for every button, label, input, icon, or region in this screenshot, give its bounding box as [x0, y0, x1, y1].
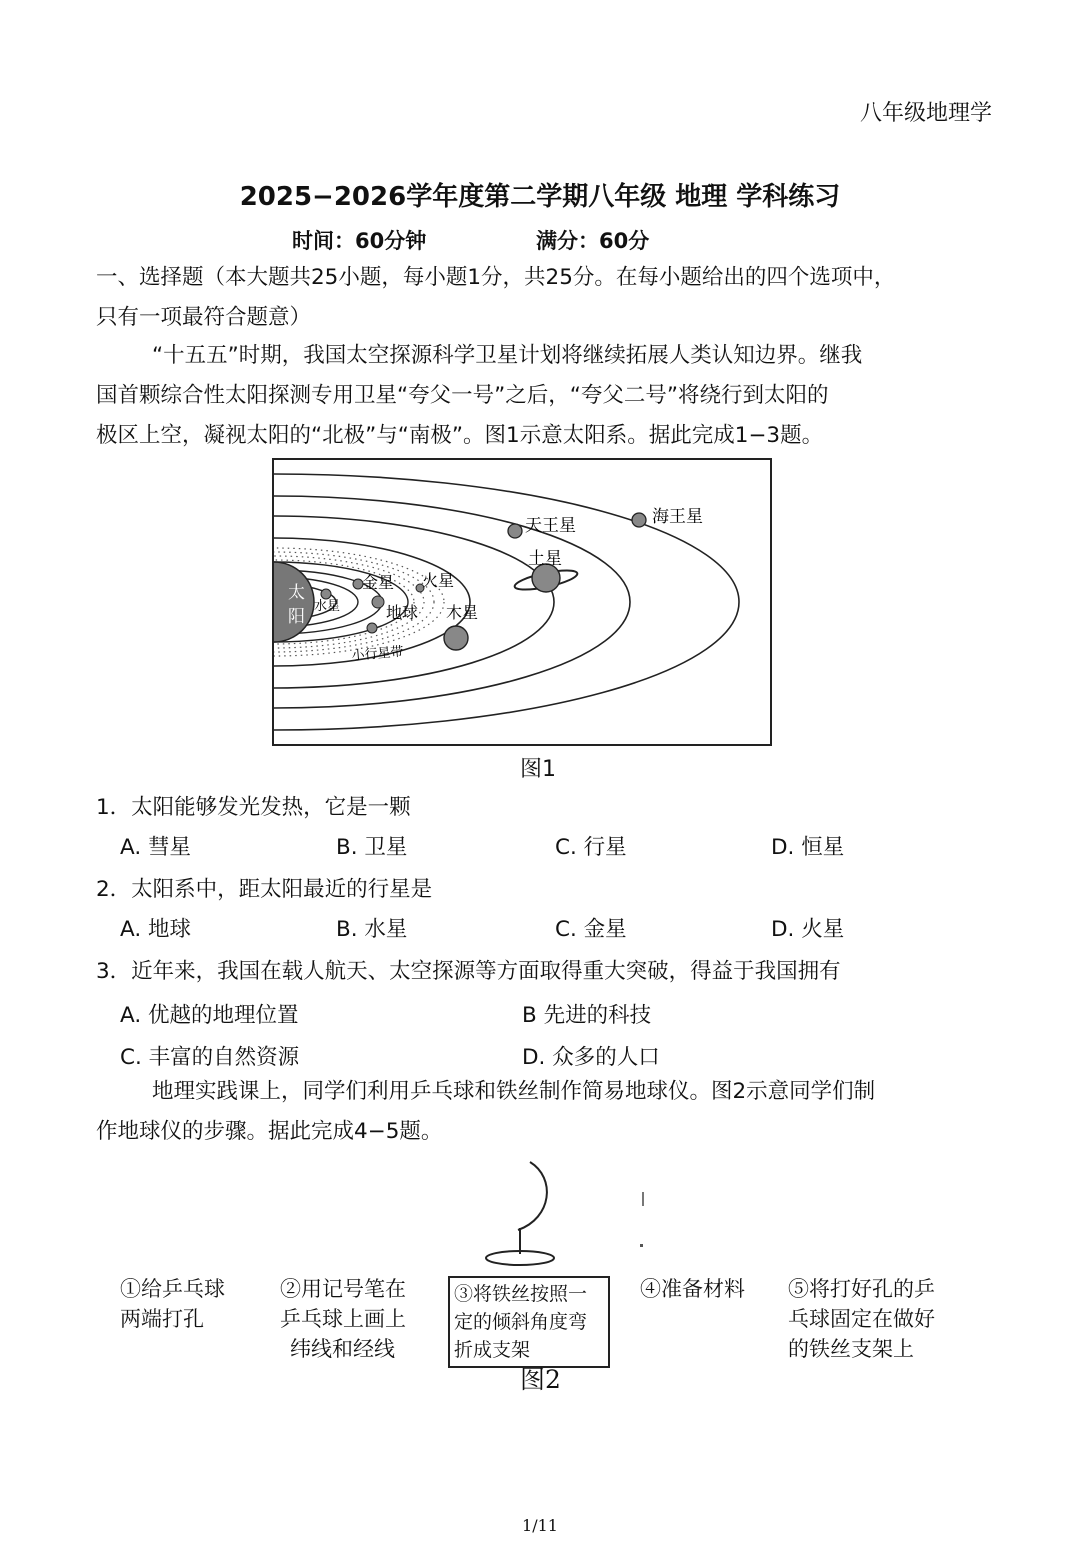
neptune: [632, 513, 646, 527]
question-3-option-d: D. 众多的人口: [522, 1045, 660, 1070]
section-heading: [96, 258, 986, 338]
step-5: [788, 1274, 935, 1364]
question-3-stem: 3．近年来，我国在载人航天、太空探源等方面取得重大突破，得益于我国拥有: [96, 959, 841, 984]
mercury: [321, 589, 331, 599]
step-1: [120, 1274, 225, 1334]
question-1-option-b: B. 卫星: [336, 835, 408, 860]
step-3: [448, 1276, 610, 1368]
section-heading-line-1: 一、选择题（本大题共25小题，每小题1分，共25分。在每小题给出的四个选项中，: [96, 265, 896, 290]
question-3-option-a: A. 优越的地理位置: [120, 1003, 299, 1028]
grade-subject-header: 八年级地理学: [859, 101, 992, 126]
jupiter-label: 木星: [446, 603, 479, 622]
step-4: [640, 1274, 745, 1304]
question-2-option-b: B. 水星: [336, 917, 408, 942]
figure-1-caption: 图1: [520, 757, 556, 782]
earth: [372, 596, 384, 608]
scan-dot: [640, 1244, 643, 1247]
question-2-option-d: D. 火星: [771, 917, 845, 942]
figure-2-caption: 图2: [520, 1365, 561, 1394]
asteroid-belt-label: 小行星带: [351, 644, 405, 664]
question-1-option-c: C. 行星: [555, 835, 627, 860]
step-3-line-3: 折成支架: [454, 1339, 531, 1361]
passage-2: [96, 1072, 986, 1152]
step-1-line-1: ①给乒乓球: [120, 1277, 225, 1301]
question-2-option-a: A. 地球: [120, 917, 191, 942]
question-1-option-d: D. 恒星: [771, 835, 845, 860]
neptune-label: 海王星: [652, 507, 703, 527]
section-heading-line-2: 只有一项最符合题意）: [96, 305, 312, 330]
jupiter: [444, 626, 468, 650]
solar-system-diagram: [274, 460, 770, 744]
passage-1: [96, 336, 986, 456]
mars-label: 火星: [422, 571, 455, 590]
step-5-line-3: 的铁丝支架上: [788, 1337, 914, 1361]
wire-stand-sketch: [470, 1158, 590, 1276]
venus-label: 金星: [362, 573, 395, 592]
page-title: 2025−2026学年度第二学期八年级 地理 学科练习: [239, 182, 841, 212]
passage-2-line-2: 作地球仪的步骤。据此完成4−5题。: [96, 1119, 443, 1144]
uranus: [508, 524, 522, 538]
question-2-option-c: C. 金星: [555, 917, 627, 942]
question-3-option-b: B 先进的科技: [522, 1003, 652, 1028]
earth-moon-marker: [367, 623, 377, 633]
step-5-line-1: ⑤将打好孔的乒: [788, 1277, 935, 1301]
sun-label-1: 太: [288, 583, 305, 603]
saturn-label: 土星: [528, 549, 562, 569]
sun-label-2: 阳: [288, 607, 305, 627]
passage-1-line-1: “十五五”时期，我国太空探源科学卫星计划将继续拓展人类认知边界。继我: [152, 343, 863, 368]
step-2-line-2: 乒乓球上画上: [280, 1307, 406, 1331]
step-2: [280, 1274, 406, 1364]
passage-1-line-2: 国首颗综合性太阳探测专用卫星“夸父一号”之后，“夸父二号”将绕行到太阳的: [96, 383, 829, 408]
figure-1-solar-system: [272, 458, 772, 746]
exam-full-score: 满分：60分: [536, 229, 650, 253]
question-1-stem: 1．太阳能够发光发热，它是一颗: [96, 795, 411, 820]
exam-time: 时间：60分钟: [292, 229, 427, 253]
step-3-line-2: 定的倾斜角度弯: [454, 1311, 588, 1333]
uranus-label: 天王星: [525, 516, 576, 536]
page-number: 1/11: [522, 1516, 558, 1535]
question-3-option-c: C. 丰富的自然资源: [120, 1045, 300, 1070]
passage-2-line-1: 地理实践课上，同学们利用乒乓球和铁丝制作简易地球仪。图2示意同学们制: [152, 1079, 876, 1104]
step-3-line-1: ③将铁丝按照一: [454, 1283, 588, 1305]
scan-mark: [642, 1192, 644, 1206]
question-2-stem: 2．太阳系中，距太阳最近的行星是: [96, 877, 433, 902]
step-1-line-2: 两端打孔: [120, 1307, 204, 1331]
step-4-line-1: ④准备材料: [640, 1277, 745, 1301]
earth-label: 地球: [386, 603, 419, 622]
mercury-label: 水星: [314, 599, 341, 614]
passage-1-line-3: 极区上空，凝视太阳的“北极”与“南极”。图1示意太阳系。据此完成1−3题。: [96, 423, 824, 448]
step-2-line-3: 纬线和经线: [290, 1337, 395, 1361]
step-2-line-1: ②用记号笔在: [280, 1277, 406, 1301]
question-1-option-a: A. 彗星: [120, 835, 191, 860]
step-5-line-2: 乓球固定在做好: [788, 1307, 935, 1331]
